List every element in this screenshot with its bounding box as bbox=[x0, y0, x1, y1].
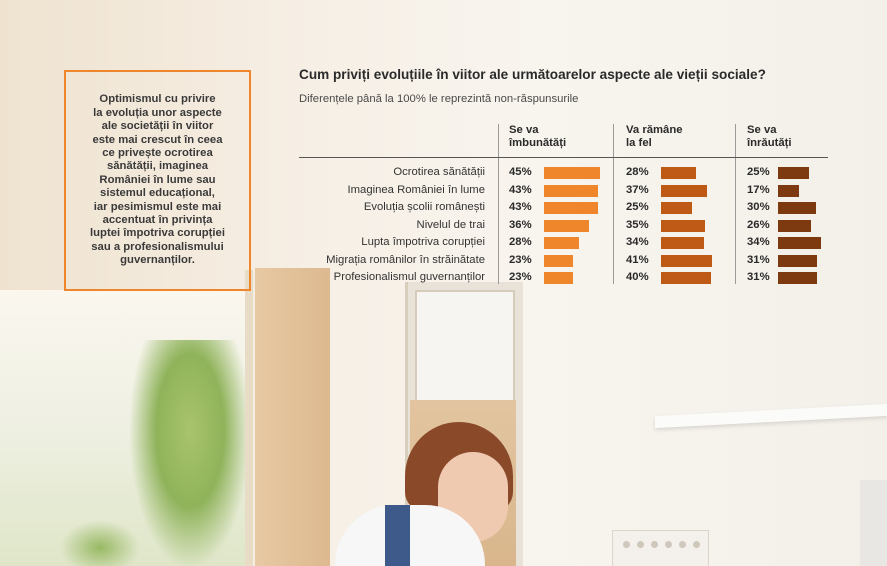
bar-same bbox=[661, 272, 711, 284]
callout-line: este mai crescut în ceea bbox=[92, 133, 223, 146]
column-header-line: înrăutăți bbox=[747, 137, 792, 149]
doctor-scrubs bbox=[385, 505, 410, 566]
window-frame bbox=[245, 270, 253, 566]
category-label: Migrația românilor în străinătate bbox=[326, 253, 485, 266]
callout-line: ce privește ocrotirea bbox=[102, 146, 213, 159]
value-label-improve: 43% bbox=[509, 183, 532, 196]
bar-worse bbox=[778, 272, 817, 284]
value-label-worse: 31% bbox=[747, 271, 770, 283]
callout-line: Optimismul cu privire bbox=[99, 93, 216, 106]
wall-device bbox=[860, 480, 887, 566]
column-divider bbox=[735, 124, 736, 284]
bar-same bbox=[661, 220, 705, 232]
category-label: Ocrotirea sănătății bbox=[393, 166, 485, 178]
value-label-improve: 45% bbox=[509, 166, 532, 178]
value-label-worse: 31% bbox=[747, 253, 770, 266]
callout-box bbox=[64, 70, 251, 291]
column-header-line: Se va bbox=[509, 124, 539, 136]
bar-improve bbox=[544, 237, 579, 249]
value-label-same: 28% bbox=[626, 166, 649, 178]
value-label-improve: 23% bbox=[509, 271, 532, 283]
category-label: Profesionalismul guvernanților bbox=[333, 271, 485, 283]
callout-line: accentuat în privința bbox=[102, 214, 213, 227]
category-label: Nivelul de trai bbox=[416, 218, 485, 231]
category-label: Lupta împotriva corupției bbox=[361, 236, 485, 248]
bar-worse bbox=[778, 237, 821, 249]
callout-text bbox=[90, 93, 225, 267]
column-header-line: Va rămâne bbox=[626, 124, 683, 136]
value-label-same: 40% bbox=[626, 271, 649, 283]
bar-same bbox=[661, 185, 707, 197]
tree bbox=[60, 520, 140, 566]
value-label-same: 35% bbox=[626, 218, 649, 231]
callout-line: sănătății, imaginea bbox=[106, 160, 209, 173]
category-label: Imaginea României în lume bbox=[347, 183, 485, 196]
column-header-line: la fel bbox=[626, 137, 652, 149]
value-label-worse: 34% bbox=[747, 236, 770, 248]
value-label-improve: 28% bbox=[509, 236, 532, 248]
value-label-improve: 36% bbox=[509, 218, 532, 231]
bar-worse bbox=[778, 167, 809, 179]
bar-improve bbox=[544, 185, 598, 197]
value-label-worse: 30% bbox=[747, 201, 770, 213]
value-label-worse: 26% bbox=[747, 218, 770, 231]
callout-line: iar pesimismul este mai bbox=[93, 200, 222, 213]
bar-worse bbox=[778, 255, 817, 267]
bar-worse bbox=[778, 202, 816, 214]
door-glass bbox=[415, 290, 515, 404]
callout-line: României în lume sau bbox=[99, 173, 216, 186]
value-label-same: 25% bbox=[626, 201, 649, 213]
value-label-improve: 23% bbox=[509, 253, 532, 266]
tree bbox=[130, 340, 250, 566]
wall-panel bbox=[612, 530, 709, 566]
bar-improve bbox=[544, 220, 589, 232]
callout-line: ale societății în viitor bbox=[101, 120, 214, 133]
column-header-worse bbox=[747, 124, 847, 150]
value-label-worse: 17% bbox=[747, 183, 770, 196]
column-header-line: îmbunătăți bbox=[509, 137, 567, 149]
callout-line: luptei împotriva corupției bbox=[90, 227, 225, 240]
callout-line: sistemul educațional, bbox=[100, 187, 215, 200]
column-divider bbox=[613, 124, 614, 284]
callout-line: sau a profesionalismului bbox=[91, 240, 224, 253]
chart-title: Cum priviți evoluțiile în viitor ale următoarelor aspecte ale vieții sociale? bbox=[299, 67, 766, 82]
category-label: Evoluția școlii românești bbox=[363, 201, 485, 213]
value-label-worse: 25% bbox=[747, 166, 770, 178]
bar-worse bbox=[778, 220, 811, 232]
column-header-line: Se va bbox=[747, 124, 777, 136]
value-label-improve: 43% bbox=[509, 201, 532, 213]
value-label-same: 41% bbox=[626, 253, 649, 266]
header-rule bbox=[299, 157, 828, 158]
bar-same bbox=[661, 237, 704, 249]
value-label-same: 37% bbox=[626, 183, 649, 196]
bar-improve bbox=[544, 167, 600, 179]
bar-same bbox=[661, 255, 712, 267]
bar-same bbox=[661, 167, 696, 179]
cabinet bbox=[255, 268, 330, 566]
bar-improve bbox=[544, 272, 573, 284]
bar-worse bbox=[778, 185, 799, 197]
callout-line: la evoluția unor aspecte bbox=[93, 106, 222, 119]
bar-improve bbox=[544, 202, 598, 214]
value-label-same: 34% bbox=[626, 236, 649, 248]
chart-subtitle: Diferențele până la 100% le reprezintă non-răspunsurile bbox=[299, 93, 579, 105]
callout-line: guvernanților. bbox=[120, 254, 195, 267]
bar-same bbox=[661, 202, 692, 214]
column-header-improve bbox=[509, 124, 609, 150]
column-header-same bbox=[626, 124, 726, 150]
column-divider bbox=[498, 124, 499, 284]
bar-improve bbox=[544, 255, 573, 267]
